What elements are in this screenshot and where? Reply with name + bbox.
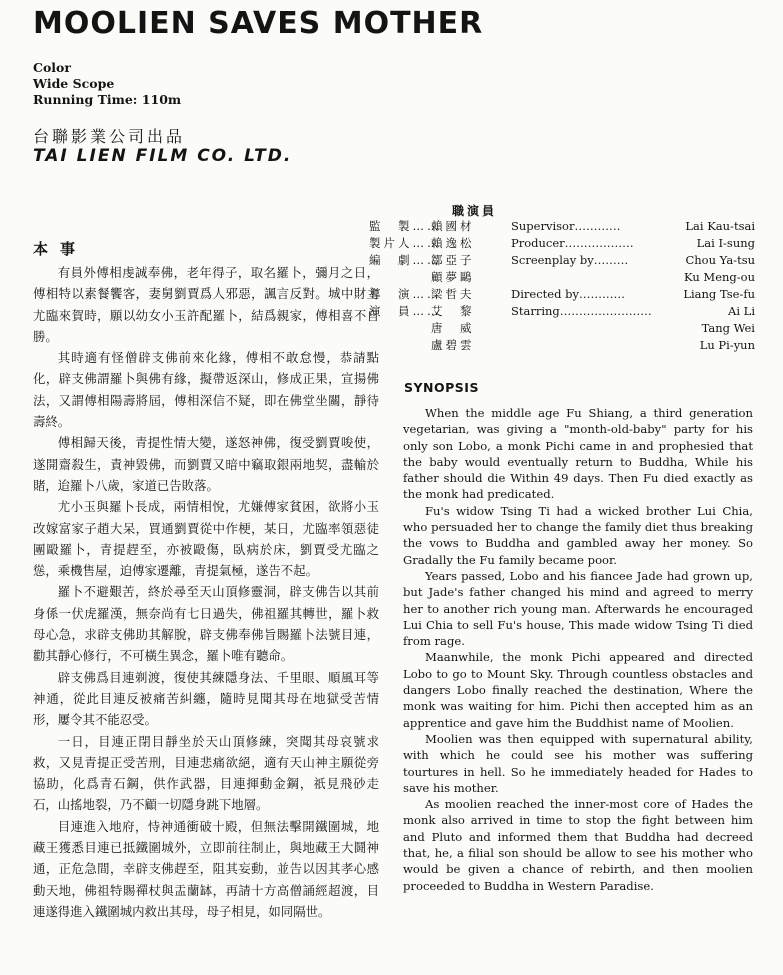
cast-name-chinese: 賴逸松 bbox=[431, 236, 475, 250]
english-paragraph: When the middle age Fu Shiang, a third generation vegetarian, was giving a "month-old-baby" party for his only son Lobo, a monk Pichi came in and prophesied that the baby would eventually return to Buddha, While his father should die Within 49 days. Then Fu died exactly as the monk had predicated. bbox=[403, 406, 753, 502]
cast-row bbox=[369, 337, 755, 354]
english-paragraph: Fu's widow Tsing Ti had a wicked brother Lui Chia, who persuaded her to change the family diet thus breaking the vows to Buddha and gambled away her money. So Gradally the Fu family became poor. bbox=[403, 503, 753, 567]
english-paragraph: As moolien reached the inner-most core of Hades the monk also arrived in time to stop the fight between him and Pluto and informed them that Buddha had decreed that, he, a filial son should be allow to see his mother who would be given a chance of rebirth, and then moolien proceeded to Buddha in Western Paradise. bbox=[403, 797, 753, 893]
english-synopsis-body bbox=[403, 405, 753, 894]
cast-role-english bbox=[511, 320, 702, 337]
cast-name-english: Lai I-sung bbox=[696, 236, 755, 250]
chinese-paragraph: 有員外傅相虔誠奉佛，老年得子，取名羅卜，彌月之日，傅相特以素餐饗客，妻舅劉賈爲人邪惡，諷言反對。城中財主尤臨來賀時，願以幼女小玉許配羅卜，結爲親家，傅相喜不自勝。 bbox=[33, 265, 379, 344]
cast-row bbox=[369, 235, 755, 252]
company-name-chinese: 台聯影業公司出品 bbox=[33, 127, 186, 146]
chinese-paragraph: 尤小玉與羅卜長成，兩情相悅，尤嫌傅家貧困，欲將小玉改嫁富家子趙大呆，買通劉賈從中作梗，某日，尤臨率領惡徒團毆羅卜，青提趕至，亦被毆傷，臥病於床，劉賈受尤臨之慫，乘機售屋，迫傅家遷離，青提氣極，遂告不起。 bbox=[33, 499, 379, 579]
english-paragraph: Moolien was then equipped with supernatural ability, with which he could see his mother was suffering tourtures in hell. So he immediately headed for Hades to save his mother. bbox=[403, 731, 753, 795]
cast-name-chinese: 鄒亞子 bbox=[431, 253, 475, 267]
english-synopsis-heading: SYNOPSIS bbox=[404, 380, 479, 395]
chinese-paragraph: 辟支佛爲目連剃渡，復使其練隱身法、千里眼、順風耳等神通，從此目連反被痛苦糾纏，隨時見聞其母在地獄受苦情形，屢令其不能忍受。 bbox=[33, 669, 379, 728]
chinese-paragraph: 其時適有怪僧辟支佛前來化緣，傅相不敢怠慢，恭請點化，辟支佛謂羅卜與佛有緣，擬帶返深山，修成正果，宣揚佛法，又謂傅相陽壽將屆，傅相深信不疑，即在佛堂坐關，靜待壽終。 bbox=[33, 350, 379, 430]
cast-name-chinese: 艾 黎 bbox=[431, 304, 475, 318]
english-paragraph: Years passed, Lobo and his fiancee Jade had grown up, but Jade's father changed his mind and agreed to merry her to another rich young man. Afterwards he encouraged Lui Chia to sell Fu's house, This made widow Tsing Ti died from rage. bbox=[403, 568, 753, 649]
meta-scope: Wide Scope bbox=[33, 76, 115, 91]
cast-name-chinese: 賴國材 bbox=[431, 219, 475, 233]
cast-role-chinese bbox=[369, 269, 431, 286]
chinese-paragraph: 羅卜不避艱苦，終於尋至天山頂修靈洞，辟支佛告以其前身係一伏虎羅漢，無奈尚有七日過失，佛祖羅其轉世，羅卜救母心急，求辟支佛助其解脫，辟支佛奉佛旨賜羅卜法號目連，勸其靜心修行，不可橫生異念，羅卜唯有聽命。 bbox=[33, 584, 379, 664]
cast-role-chinese: 製片人…… bbox=[369, 236, 442, 250]
cast-name-english: Tang Wei bbox=[701, 321, 755, 335]
cast-role-english bbox=[511, 269, 684, 286]
cast-role-english: Directed by………… bbox=[511, 287, 625, 301]
english-paragraph: Maanwhile, the monk Pichi appeared and directed Lobo to go to Mount Sky. Through countless obstacles and dangers Lobo finally reached the destination, Where the monk was waiting for him. Pichi then accepted him as an apprentice and gave him the Buddhist name of Moolien. bbox=[403, 650, 753, 730]
company-name-english: TAI LIEN FILM CO. LTD. bbox=[33, 146, 293, 166]
cast-role-chinese bbox=[369, 337, 431, 354]
chinese-paragraph: 目連進入地府，恃神通衝破十殿，但無法擊開鐵圍城，地藏王獲悉目連已抵鐵圍城外，立即前往制止，與地藏王大鬪神通，正危急間，幸辟支佛趕至，阻其妄動，並告以因其孝心感動天地，佛祖特賜禪杖與盂蘭缽，再請十方高僧誦經超渡，目連遂得進入鐵圍城内救出其母，母子相見，如同隔世。 bbox=[33, 818, 379, 919]
cast-role-english bbox=[511, 337, 700, 354]
chinese-paragraph: 傅相歸天後，青提性情大變，遂怒神佛，復受劉賈唆使，遂開齋殺生，責神毀佛，而劉賈又暗中竊取銀兩地契，盡輸於賭，迨羅卜八歲，家道已告敗落。 bbox=[33, 435, 379, 493]
cast-name-english: Lu Pi-yun bbox=[699, 338, 755, 352]
cast-name-english: Ku Meng-ou bbox=[684, 270, 755, 284]
cast-name-english: Liang Tse-fu bbox=[683, 287, 755, 301]
chinese-synopsis-heading: 本事 bbox=[33, 240, 88, 258]
cast-role-english: Supervisor………… bbox=[511, 219, 621, 233]
cast-role-chinese: 演 員…… bbox=[369, 304, 442, 318]
cast-row bbox=[369, 252, 755, 269]
cast-role-chinese bbox=[369, 320, 431, 337]
cast-role-english: Starring…………………… bbox=[511, 304, 652, 318]
cast-row bbox=[369, 303, 755, 320]
cast-role-english: Screenplay by……… bbox=[511, 253, 629, 267]
cast-row bbox=[369, 269, 755, 286]
cast-heading: 職演員 bbox=[452, 204, 498, 218]
cast-name-chinese: 顧夢鷗 bbox=[431, 270, 475, 284]
cast-role-english: Producer……………… bbox=[511, 236, 634, 250]
running-time-label: Running Time: bbox=[33, 92, 138, 107]
cast-row bbox=[369, 218, 755, 235]
meta-running-time bbox=[33, 92, 181, 108]
cast-name-english: Lai Kau-tsai bbox=[685, 219, 755, 233]
cast-row bbox=[369, 286, 755, 303]
cast-row bbox=[369, 320, 755, 337]
cast-name-english: Chou Ya-tsu bbox=[685, 253, 755, 267]
chinese-paragraph: 一日，目連正閉目靜坐於天山頂修練，突聞其母哀號求救，又見青提正受苦刑，目連悲痛欲絕，適有天山神主願從旁協助，化爲青石鋼，供作武器，目連揮動金鋼，祇見飛砂走石，山搖地裂，乃不顧一切隱身跳下地層。 bbox=[33, 733, 379, 813]
page-title: MOOLIEN SAVES MOTHER bbox=[33, 6, 484, 41]
chinese-synopsis-body bbox=[33, 262, 379, 922]
cast-list bbox=[369, 218, 755, 354]
cast-name-english: Ai Li bbox=[728, 304, 755, 318]
running-time-value: 110m bbox=[141, 92, 182, 107]
cast-name-chinese: 唐 威 bbox=[431, 321, 475, 335]
cast-name-chinese: 盧碧雲 bbox=[431, 338, 475, 352]
cast-role-chinese: 編 劇…… bbox=[369, 253, 442, 267]
cast-name-chinese: 梁哲夫 bbox=[431, 287, 475, 301]
meta-color: Color bbox=[33, 60, 71, 75]
cast-role-chinese: 導 演…… bbox=[369, 287, 442, 301]
cast-role-chinese: 監 製…… bbox=[369, 219, 442, 233]
